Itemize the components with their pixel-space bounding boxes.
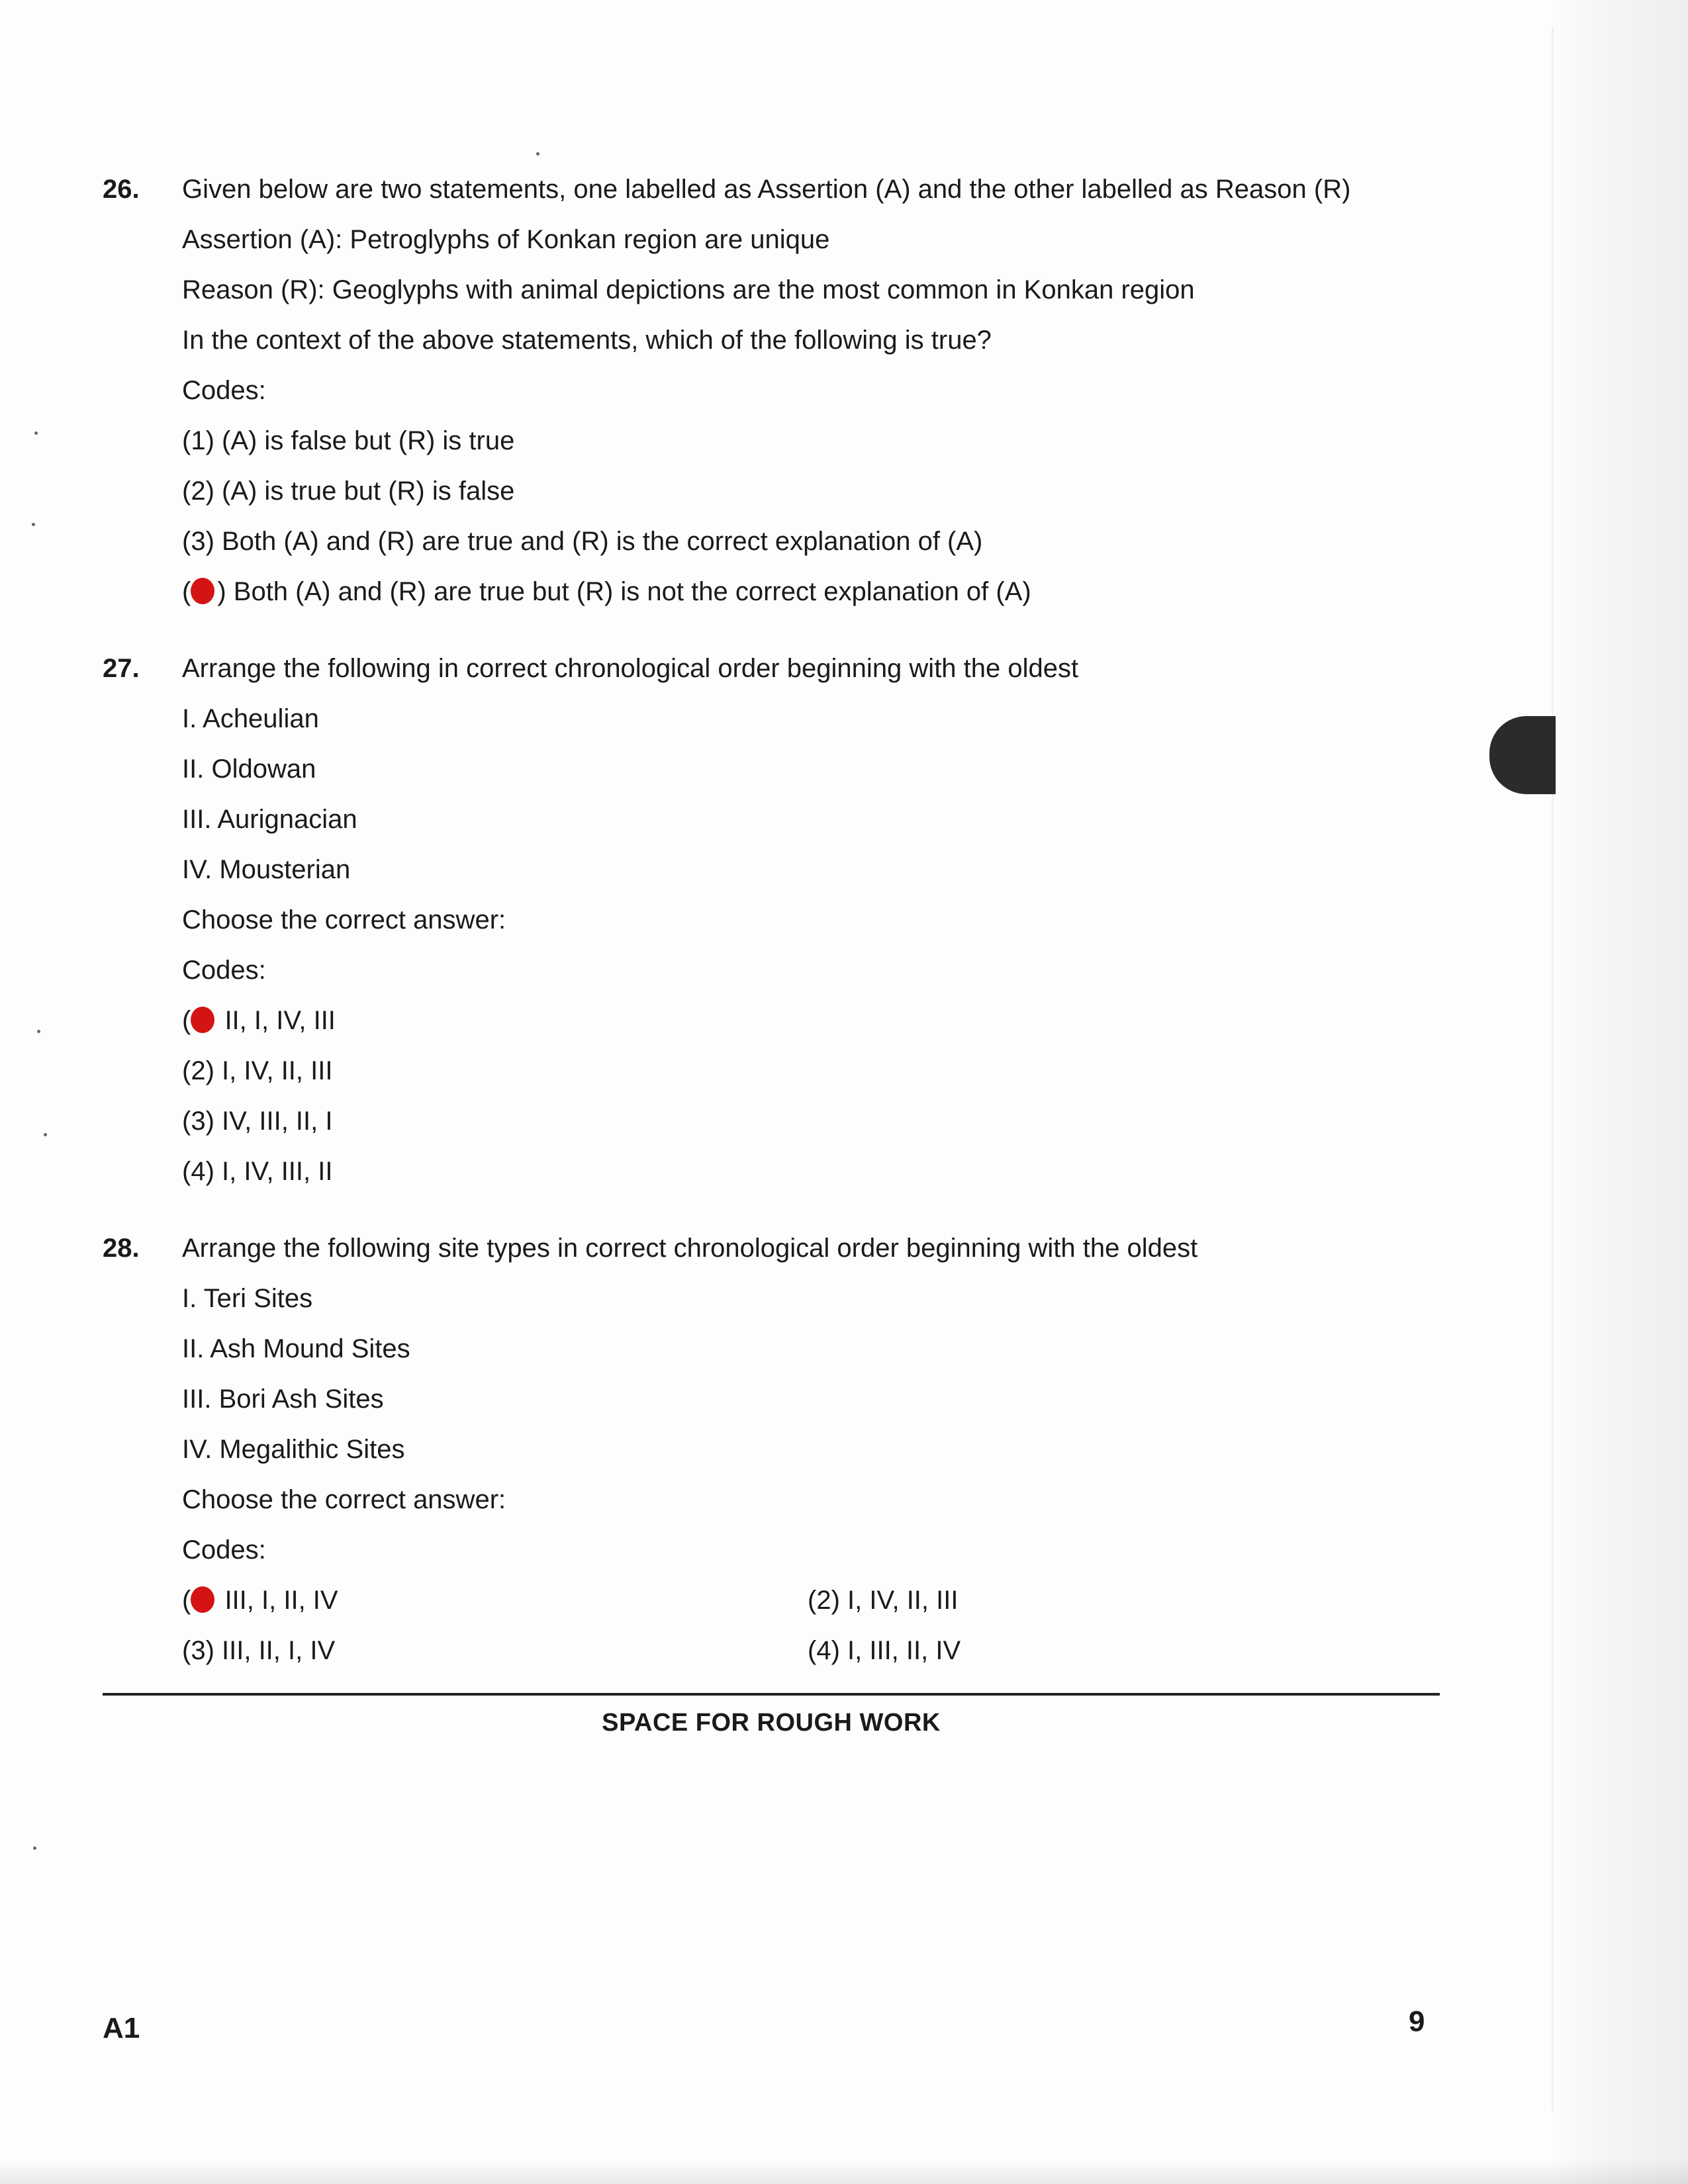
question-prompt: Choose the correct answer: (182, 1485, 506, 1514)
option-2: (2) (A) is true but (R) is false (182, 477, 515, 506)
list-item: I. Acheulian (182, 704, 319, 733)
question-body (182, 1223, 1427, 1676)
option-1-text: II, I, IV, III (217, 1006, 336, 1035)
question-stem: Arrange the following in correct chronological order beginning with the oldest (182, 654, 1079, 683)
options-grid (182, 1575, 1427, 1676)
assertion-statement: Assertion (A): Petroglyphs of Konkan region are unique (182, 225, 830, 254)
codes-label: Codes: (182, 376, 266, 405)
index-tab (1489, 716, 1556, 794)
scan-speck (44, 1133, 47, 1136)
booklet-code: A1 (103, 2012, 140, 2044)
option-4: (4) I, III, II, IV (808, 1636, 961, 1665)
option-1: (1) (A) is false but (R) is true (182, 426, 515, 455)
list-item: I. Teri Sites (182, 1284, 313, 1313)
question-stem: Arrange the following site types in correct chronological order beginning with the oldest (182, 1234, 1198, 1263)
answer-mark-icon (191, 1007, 214, 1033)
question-stem: Given below are two statements, one labelled as Assertion (A) and the other labelled as Reason (R) (182, 175, 1351, 204)
page-edge-shadow (1549, 0, 1688, 2184)
option-4-marked: ( ) Both (A) and (R) are true but (R) is not the correct explanation of (A) (182, 577, 1031, 606)
page-number: 9 (1409, 2005, 1425, 2038)
scan-speck (34, 432, 38, 435)
codes-label: Codes: (182, 1535, 266, 1565)
codes-label: Codes: (182, 956, 266, 985)
question-number: 26. (103, 175, 140, 204)
list-item: III. Aurignacian (182, 805, 357, 834)
page-bottom-edge (0, 2159, 1688, 2184)
option-1-marked: ( II, I, IV, III (182, 1006, 336, 1035)
rough-work-label: SPACE FOR ROUGH WORK (602, 1709, 941, 1737)
question-body (182, 643, 1427, 1197)
option-3: (3) IV, III, II, I (182, 1107, 333, 1136)
option-4-text: ) Both (A) and (R) are true but (R) is not the correct explanation of (A) (217, 577, 1031, 606)
option-2: (2) I, IV, II, III (182, 1056, 333, 1085)
option-3: (3) Both (A) and (R) are true and (R) is the correct explanation of (A) (182, 527, 983, 556)
question-number: 28. (103, 1234, 140, 1263)
option-2: (2) I, IV, II, III (808, 1586, 959, 1615)
divider-rule (103, 1693, 1440, 1696)
question-body (182, 164, 1427, 617)
list-item: III. Bori Ash Sites (182, 1385, 384, 1414)
scan-speck (32, 523, 35, 526)
list-item: II. Ash Mound Sites (182, 1334, 410, 1363)
question-prompt: Choose the correct answer: (182, 905, 506, 934)
option-1-text: III, I, II, IV (217, 1586, 338, 1615)
answer-mark-icon (191, 578, 214, 604)
list-item: II. Oldowan (182, 754, 316, 784)
question-number: 27. (103, 654, 140, 683)
reason-statement: Reason (R): Geoglyphs with animal depictions are the most common in Konkan region (182, 275, 1195, 304)
scan-speck (536, 152, 539, 156)
scan-speck (37, 1030, 40, 1033)
list-item: IV. Megalithic Sites (182, 1435, 405, 1464)
answer-mark-icon (191, 1586, 214, 1613)
scan-speck (33, 1846, 36, 1850)
page-fold-line (1552, 26, 1554, 2111)
option-1-marked: ( III, I, II, IV (182, 1586, 338, 1615)
option-4: (4) I, IV, III, II (182, 1157, 333, 1186)
list-item: IV. Mousterian (182, 855, 351, 884)
question-prompt: In the context of the above statements, which of the following is true? (182, 326, 992, 355)
option-3: (3) III, II, I, IV (182, 1636, 336, 1665)
